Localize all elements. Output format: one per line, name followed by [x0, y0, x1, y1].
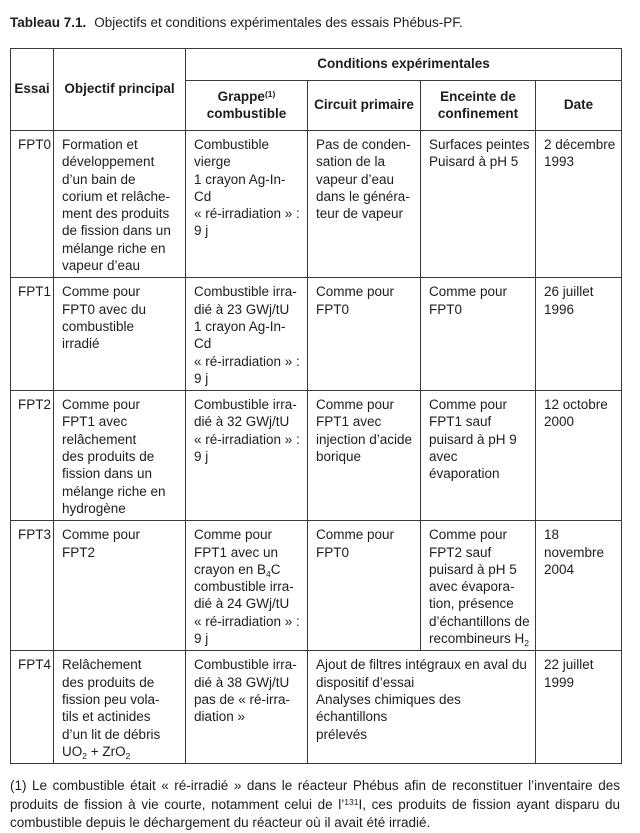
cell-date: 26 juillet 1996 [536, 278, 622, 391]
header-cell-date: Date [536, 81, 622, 131]
cell-circuit-enceinte-merged: Ajout de filtres intégraux en aval du dispositif d’essai Analyses chimiques des échantillons prélevés [308, 651, 536, 764]
header-cell-grappe: Grappe$^{(1)}$ combustible [186, 81, 308, 131]
cell-objectif: Comme pour FPT1 avec relâchement des produits de fission dans un mélange riche en hydrogène [54, 391, 186, 521]
cell-grappe: Combustible irra- dié à 38 GWj/tU pas de « ré-irra- diation » [186, 651, 308, 764]
table-row-fpt4 [11, 651, 622, 764]
cell-objectif: Comme pour FPT0 avec du combustible irradié [54, 278, 186, 391]
cell-enceinte: Comme pour FPT1 sauf puisard à pH 9 avec évaporation [421, 391, 536, 521]
cell-essai: FPT3 [11, 521, 54, 651]
header-cell-enceinte: Enceinte de confinement [421, 81, 536, 131]
experiments-table [10, 48, 622, 764]
page-title [10, 13, 630, 32]
cell-essai: FPT1 [11, 278, 54, 391]
cell-enceinte: Surfaces peintes Puisard à pH 5 [421, 131, 536, 278]
cell-grappe: Comme pour FPT1 avec un crayon en $B_4C$ combustible irra- dié à 24 GWj/tU « ré-irradiation » : 9 j [186, 521, 308, 651]
cell-date: 2 décembre 1993 [536, 131, 622, 278]
header-cell-objectif: Objectif principal [54, 49, 186, 131]
cell-objectif: Comme pour FPT2 [54, 521, 186, 651]
cell-circuit: Comme pour FPT0 [308, 521, 421, 651]
cell-enceinte: Comme pour FPT2 sauf puisard à pH 5 avec évapora- tion, présence d’échantillons de recombineurs $H_2$ [421, 521, 536, 651]
table-number-label: Tableau 7.1. [10, 15, 87, 30]
cell-date: 18 novembre 2004 [536, 521, 622, 651]
table-row-fpt1 [11, 278, 622, 391]
cell-enceinte: Comme pour FPT0 [421, 278, 536, 391]
header-cell-conditions: Conditions expérimentales [186, 49, 622, 81]
cell-circuit: Comme pour FPT1 avec injection d’acide borique [308, 391, 421, 521]
cell-essai: FPT2 [11, 391, 54, 521]
cell-objectif: Relâchement des produits de fission peu vola- tils et actinides d’un lit de débris $UO_2 + ZrO_2$ [54, 651, 186, 764]
cell-circuit: Pas de conden- sation de la vapeur d’eau dans le généra- teur de vapeur [308, 131, 421, 278]
cell-grappe: Combustible irra- dié à 23 GWj/tU 1 crayon Ag-In-Cd « ré-irradiation » : 9 j [186, 278, 308, 391]
table-row-fpt0 [11, 131, 622, 278]
footnote: (1) Le combustible était « ré-irradié » dans le réacteur Phébus afin de reconstituer l’inventaire des produits de fission à vie courte, notamment celui de l’$^{131}$I, ces produits de fission ayant disparu du combustible depuis le déchargement du réacteur où il avait été irradié. [10, 778, 620, 831]
table-title-text: Objectifs et conditions expérimentales des essais Phébus-PF. [94, 15, 463, 30]
cell-grappe: Combustible irra- dié à 32 GWj/tU « ré-irradiation » : 9 j [186, 391, 308, 521]
header-row-conditions [11, 49, 622, 81]
cell-date: 12 octobre 2000 [536, 391, 622, 521]
cell-grappe: Combustible vierge 1 crayon Ag-In-Cd « ré-irradiation » : 9 j [186, 131, 308, 278]
table-row-fpt2 [11, 391, 622, 521]
header-cell-essai: Essai [11, 49, 54, 131]
cell-circuit: Comme pour FPT0 [308, 278, 421, 391]
cell-essai: FPT4 [11, 651, 54, 764]
cell-date: 22 juillet 1999 [536, 651, 622, 764]
header-cell-circuit: Circuit primaire [308, 81, 421, 131]
cell-objectif: Formation et développement d’un bain de corium et relâche- ment des produits de fission dans un mélange riche en vapeur d’eau [54, 131, 186, 278]
cell-essai: FPT0 [11, 131, 54, 278]
table-row-fpt3 [11, 521, 622, 651]
